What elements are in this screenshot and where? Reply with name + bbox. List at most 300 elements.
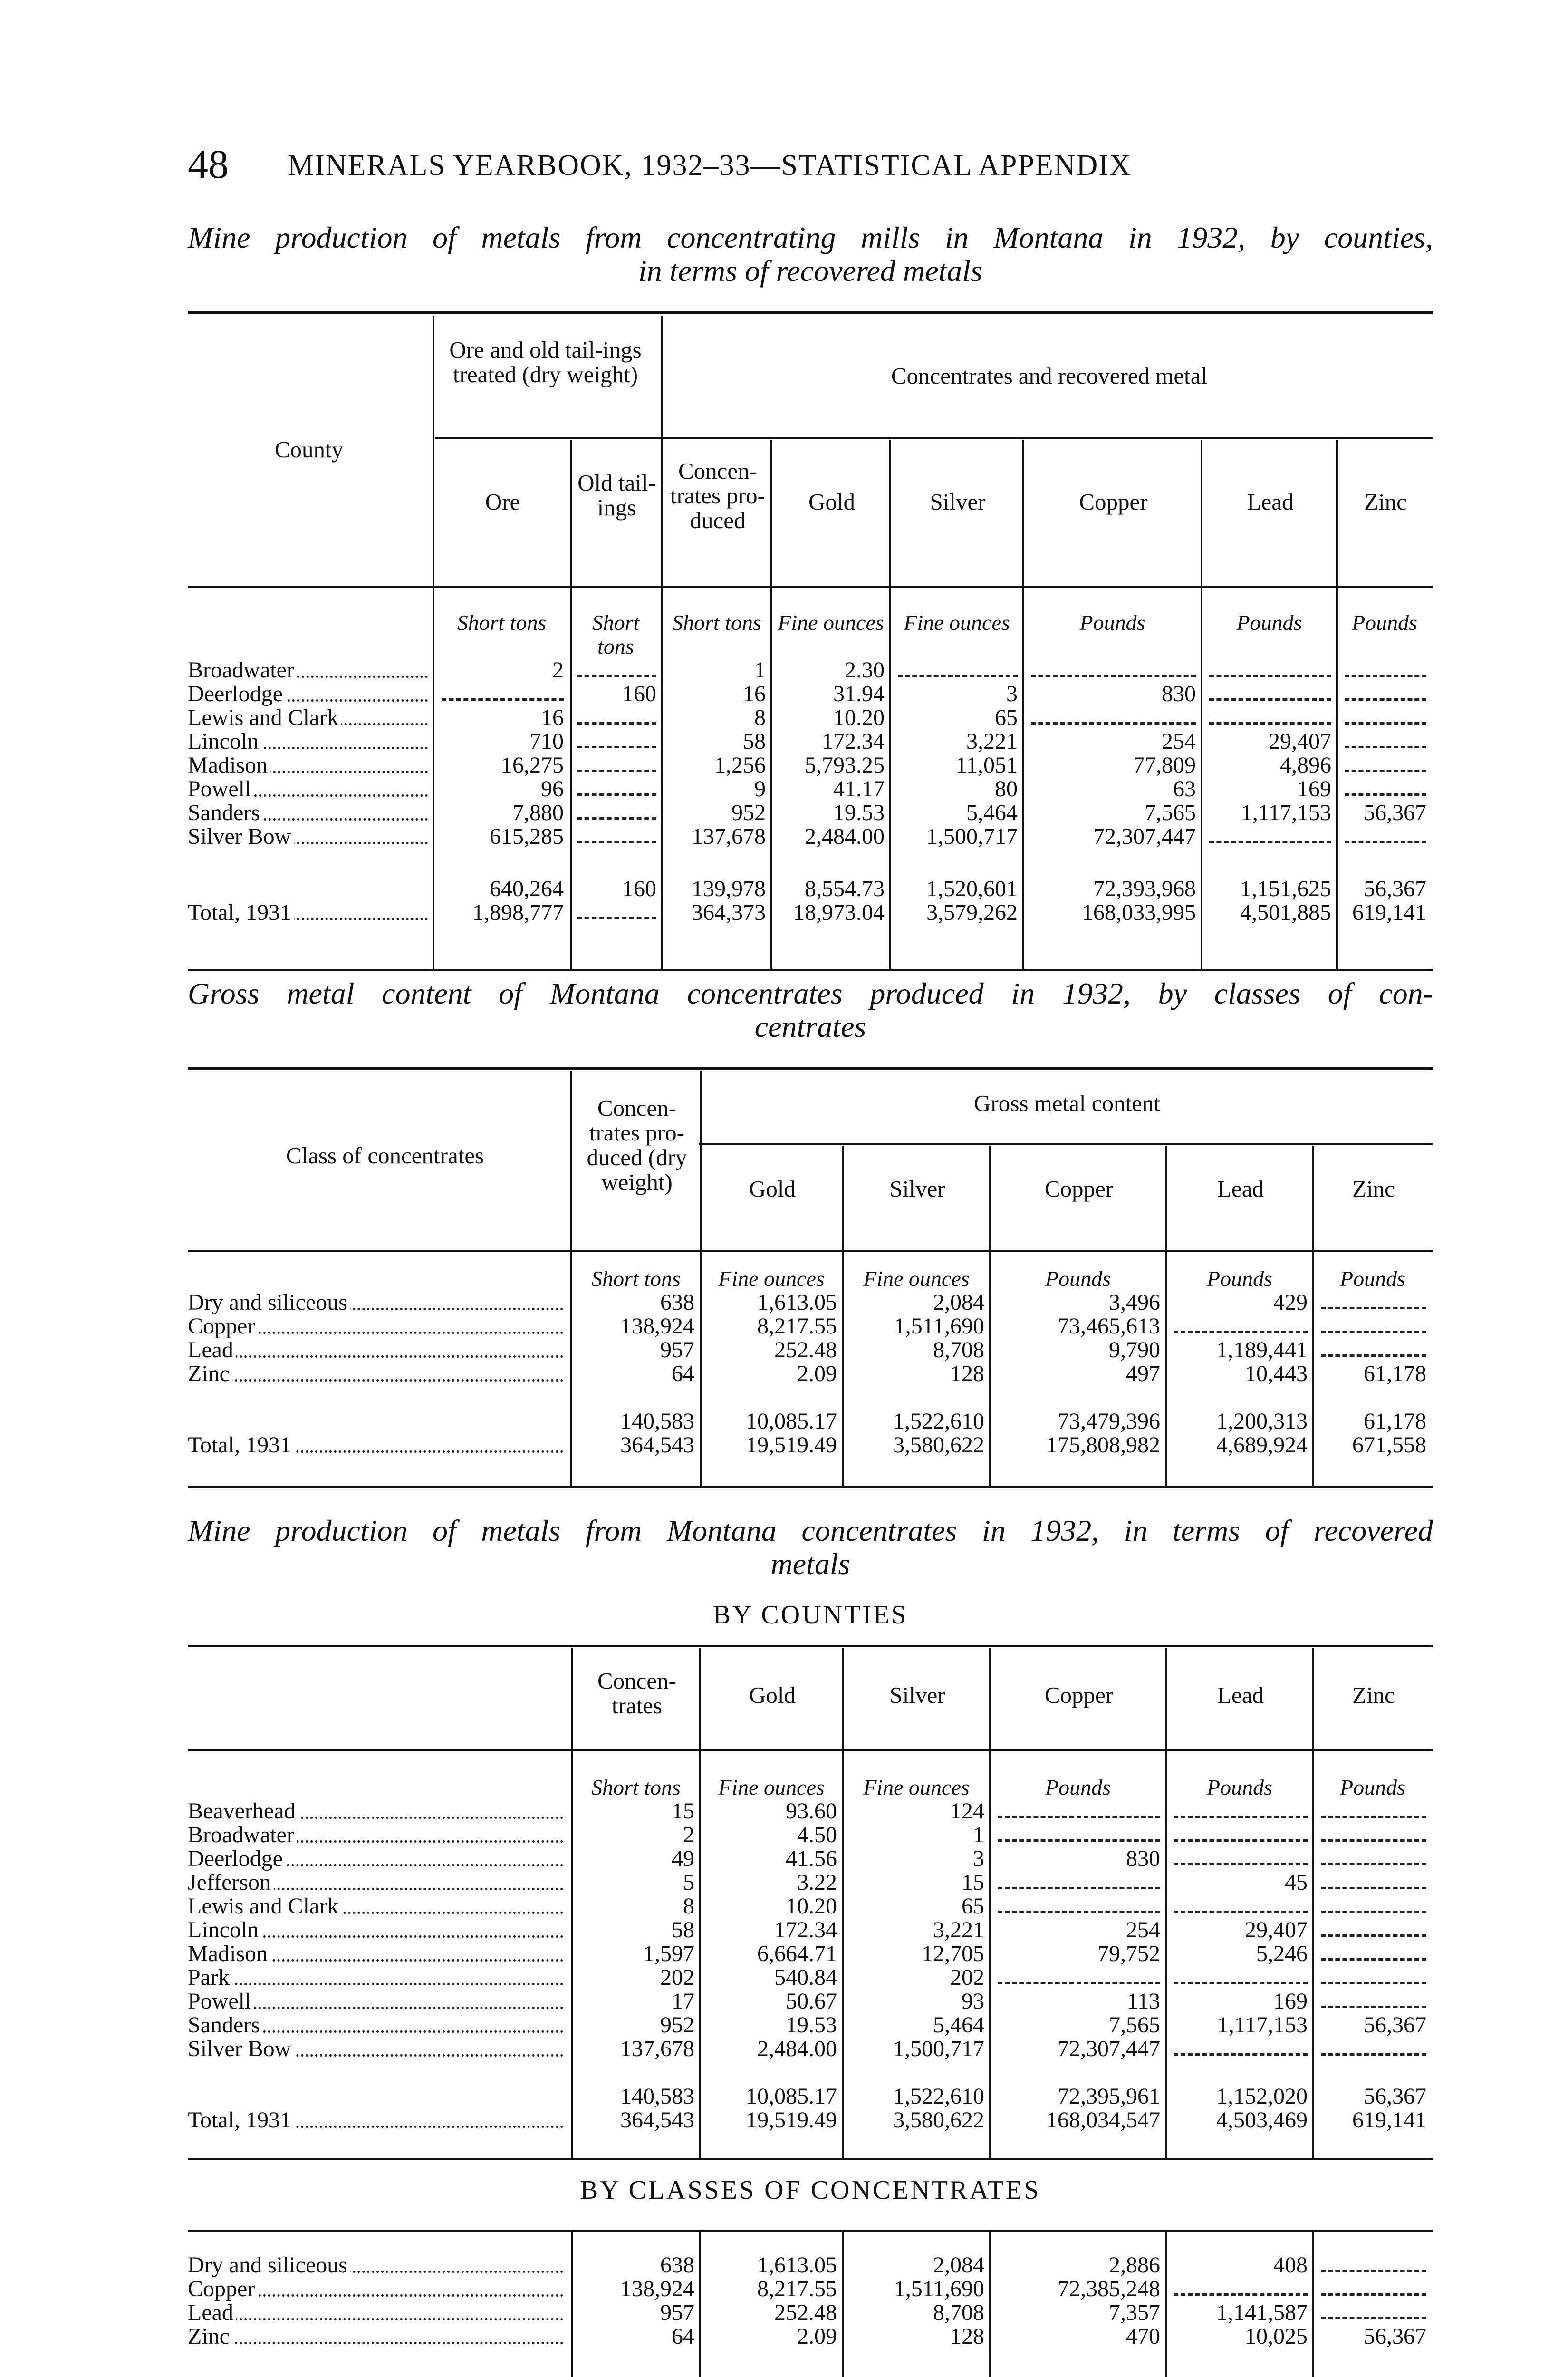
t2-total-cell: 10,085.17 — [746, 1409, 837, 1434]
t3-class-cell: 2.09 — [797, 2324, 837, 2349]
t1-col-header-6: Lead — [1247, 489, 1294, 515]
t2-col-header-3: Copper — [1044, 1176, 1114, 1202]
t3-cell: 172.34 — [774, 1917, 837, 1942]
t3-row-label — [188, 2013, 563, 2037]
t1-cell: 16 — [743, 681, 766, 706]
t2-unit-1: Fine ounces — [718, 1266, 825, 1291]
t2-cell: 138,924 — [620, 1314, 694, 1339]
t3-row-label-text: Lewis and Clark — [188, 1894, 341, 1918]
t2-unit-0: Short tons — [591, 1266, 681, 1291]
table2-top-rule — [188, 1067, 1433, 1070]
table2-header-class: Class of concentrates — [286, 1142, 484, 1169]
t1-unit-1: Short tons — [592, 610, 640, 658]
t3-vrule-3 — [989, 1648, 991, 2158]
t3-class-cell: 2,886 — [1109, 2252, 1160, 2278]
t3-total1931-cell: 168,034,547 — [1046, 2107, 1160, 2133]
t2-total1931-cell: 364,543 — [620, 1432, 694, 1458]
t3-cell-blank — [1321, 1934, 1426, 1937]
t1-cell-blank — [577, 675, 656, 677]
t3-cell-blank — [1174, 1816, 1308, 1818]
t2-row-label — [188, 1338, 563, 1362]
t1-cell: 56,367 — [1364, 800, 1426, 825]
t1-total-cell: 1,151,625 — [1240, 876, 1331, 901]
t1-cell-blank — [1345, 675, 1426, 677]
t3-cell: 58 — [672, 1917, 694, 1942]
t3-row-label — [188, 1894, 563, 1918]
t3-total1931-cell: 619,141 — [1352, 2107, 1426, 2133]
table3-title — [188, 1514, 1433, 1581]
t3-cell-blank — [1321, 2006, 1426, 2008]
t3-class-cell: 1,613.05 — [757, 2252, 837, 2278]
t3-class-row-label — [188, 2325, 563, 2348]
t1-cell: 4,896 — [1280, 753, 1331, 778]
t2-col-header-2: Silver — [889, 1176, 945, 1202]
t3-cell: 2 — [683, 1822, 694, 1847]
t2-total-cell: 1,200,313 — [1216, 1409, 1308, 1434]
t2-col-header-4: Lead — [1217, 1176, 1264, 1202]
t3-cell-blank — [1321, 1816, 1426, 1818]
t1-cell-blank — [577, 841, 656, 843]
t3-total-cell: 140,583 — [620, 2084, 694, 2109]
t3-class-cell-blank — [1321, 2270, 1426, 2272]
table1-header-rule — [188, 586, 1433, 588]
table1-header-county: County — [274, 436, 344, 463]
table2-header-rule — [188, 1250, 1433, 1252]
t3-cell: 1 — [973, 1822, 984, 1847]
t3-cell: 15 — [962, 1870, 984, 1895]
t1-cell-blank — [1031, 675, 1196, 677]
t3-row-label-text: Silver Bow — [188, 2037, 294, 2061]
t1-row-label-text: Sanders — [188, 801, 263, 825]
t1-total-cell: 8,554.73 — [805, 876, 885, 901]
t2-cell: 128 — [950, 1361, 984, 1386]
t1-cell-blank — [577, 793, 656, 796]
t1-cell: 19.53 — [833, 800, 885, 825]
t3-class-cell: 138,924 — [620, 2276, 694, 2301]
t3-cell: 202 — [660, 1965, 694, 1990]
t3-cell-blank — [998, 1911, 1160, 1913]
t1-cell: 3,221 — [966, 729, 1018, 754]
t1-cell: 96 — [541, 776, 564, 802]
t3-cell: 3,221 — [933, 1917, 984, 1942]
t3-total1931-cell: 3,580,622 — [893, 2107, 984, 2133]
t2-cell-blank — [1321, 1354, 1426, 1357]
t3-cell: 952 — [660, 2012, 694, 2038]
t3-cell: 7,565 — [1109, 2012, 1160, 2038]
t1-unit-5: Pounds — [1079, 610, 1145, 635]
t1-total1931-cell: 3,579,262 — [926, 900, 1018, 925]
t3-row-label — [188, 1847, 563, 1871]
t3-cell: 169 — [1273, 1989, 1308, 2014]
t1-total1931-cell: 4,501,885 — [1240, 900, 1331, 925]
t3-row-label-text: Sanders — [188, 2013, 263, 2037]
t2-cell: 252.48 — [774, 1337, 837, 1362]
t1-total1931-cell: 619,141 — [1352, 900, 1426, 925]
t1-cell: 2.30 — [845, 657, 885, 683]
t2-row-label-text: Copper — [188, 1314, 258, 1338]
t2-cell: 638 — [660, 1290, 694, 1315]
t3-cell: 65 — [962, 1894, 984, 1919]
t2-col-header-0: Concen-trates pro-duced (dry weight) — [587, 1095, 687, 1195]
t3-cell: 5,464 — [933, 2012, 984, 2038]
t1-row-label-text: Broadwater — [188, 658, 297, 682]
t1-cell: 10.20 — [833, 705, 885, 730]
t1-cell-blank — [1345, 722, 1426, 725]
t1-cell: 952 — [731, 800, 766, 825]
t3-class-row-label — [188, 2301, 563, 2325]
t2-total1931-cell: 4,689,924 — [1216, 1432, 1308, 1458]
t2-total-cell: 1,522,610 — [893, 1409, 984, 1434]
t1-col-header-5: Copper — [1079, 489, 1148, 515]
t1-cell-blank — [1209, 841, 1331, 843]
running-head — [188, 140, 1385, 193]
t1-cell: 72,307,447 — [1093, 824, 1196, 849]
t2-vrule-0 — [570, 1071, 572, 1486]
t1-total1931-cell: 18,973.04 — [793, 900, 885, 925]
t1-cell: 254 — [1162, 729, 1196, 754]
table3-by-classes: BY CLASSES OF CONCENTRATES — [580, 2175, 1041, 2205]
table3-mid-rule — [188, 2158, 1433, 2160]
t2-cell: 73,465,613 — [1058, 1314, 1160, 1339]
t3-cell: 15 — [672, 1798, 694, 1824]
t1-cell: 77,809 — [1133, 753, 1196, 778]
t1-col-header-7: Zinc — [1364, 489, 1407, 515]
t2-row-label-text: Lead — [188, 1338, 236, 1362]
t3-class-cell: 1,141,587 — [1216, 2300, 1308, 2325]
t3-class-row-label-text: Copper — [188, 2277, 258, 2301]
t3-class-row-label-text: Lead — [188, 2301, 236, 2325]
t2-unit-4: Pounds — [1207, 1266, 1272, 1291]
t2-cell: 2.09 — [797, 1361, 837, 1386]
t1-cell: 169 — [1297, 776, 1331, 802]
t3-class-cell-blank — [1174, 2293, 1308, 2296]
t1-cell: 7,565 — [1145, 800, 1196, 825]
t3-cell-blank — [1321, 1887, 1426, 1889]
t1-cell: 830 — [1162, 681, 1196, 706]
t1-cell: 1,500,717 — [926, 824, 1018, 849]
t1-row-label-text: Lewis and Clark — [188, 706, 341, 730]
t2-row-label — [188, 1291, 563, 1314]
t1-cell: 31.94 — [833, 681, 885, 706]
t3-cell: 254 — [1126, 1917, 1160, 1942]
t1-total-cell: 1,520,601 — [926, 876, 1018, 901]
t3-row-label-text: Jefferson — [188, 1871, 274, 1894]
t2-cell: 9,790 — [1109, 1337, 1160, 1362]
t3-col-header-1: Gold — [749, 1682, 796, 1708]
t3-total1931-cell: 19,519.49 — [746, 2107, 837, 2133]
t3-row-label — [188, 1799, 563, 1823]
t2-cell-blank — [1174, 1331, 1308, 1333]
t3-unit-2: Fine ounces — [863, 1775, 970, 1799]
t3-unit-4: Pounds — [1207, 1775, 1272, 1799]
t2-total-cell: 140,583 — [620, 1409, 694, 1434]
t3-row-label-text: Deerlodge — [188, 1847, 286, 1871]
t3-cell-blank — [998, 1887, 1160, 1889]
t3-col-header-4: Lead — [1217, 1682, 1264, 1708]
table2-title-line1: Gross metal content of Montana concentrates produced in 1932, by classes of con- — [188, 976, 1433, 1010]
t1-cell: 58 — [743, 729, 766, 754]
t3-total1931-cell: 364,543 — [620, 2107, 694, 2133]
t3-class-cell: 252.48 — [774, 2300, 837, 2325]
t1-cell-blank — [577, 770, 656, 772]
t3-cell-blank — [998, 1816, 1160, 1818]
t1-cell: 16 — [541, 705, 564, 730]
t1-row-label — [188, 754, 428, 777]
t3-cell-blank — [998, 1982, 1160, 1984]
t3-total-cell: 1,152,020 — [1216, 2084, 1308, 2109]
table3-header-rule — [188, 1749, 1433, 1751]
t3-class-cell: 72,385,248 — [1058, 2276, 1160, 2301]
table2-title — [188, 977, 1433, 1044]
t1-row-label — [188, 801, 428, 825]
t3-unit-1: Fine ounces — [718, 1775, 825, 1799]
t3-class-cell: 64 — [672, 2324, 694, 2349]
t1-row-label-text: Powell — [188, 777, 254, 801]
t1-col-header-4: Silver — [930, 489, 986, 515]
t1-cell: 65 — [995, 705, 1018, 730]
t1-unit-0: Short tons — [457, 610, 547, 635]
t1-total1931-cell: 168,033,995 — [1082, 900, 1196, 925]
t1-cell-blank — [577, 746, 656, 748]
t3-cell-blank — [1321, 1958, 1426, 1961]
table3-top-rule — [188, 1645, 1433, 1647]
t3-cell: 5 — [683, 1870, 694, 1895]
table2-title-line2: centrates — [754, 1010, 866, 1044]
t1-cell: 1 — [754, 657, 766, 683]
t2-cell: 10,443 — [1245, 1361, 1308, 1386]
t1-cell-blank — [1209, 722, 1331, 725]
t1-row-label — [188, 658, 428, 682]
t3-cell-blank — [1321, 2053, 1426, 2056]
t1-cell: 2,484.00 — [805, 824, 885, 849]
t3-row-label — [188, 1966, 563, 1990]
t3-total-cell: 1,522,610 — [893, 2084, 984, 2109]
t1-cell: 63 — [1173, 776, 1196, 802]
t1-cell-blank — [577, 722, 656, 725]
t3-row-label-text: Lincoln — [188, 1918, 261, 1942]
t3-class-cell: 56,367 — [1364, 2324, 1426, 2349]
table1-bottom-rule — [188, 969, 1433, 971]
t3-cell: 29,407 — [1245, 1917, 1308, 1942]
t1-row-label — [188, 706, 428, 730]
t2-unit-2: Fine ounces — [863, 1266, 970, 1291]
t3-class-cell: 10,025 — [1245, 2324, 1308, 2349]
t3-cell: 8 — [683, 1894, 694, 1919]
t3-cell-blank — [1321, 1982, 1426, 1984]
t3-class-cell-blank — [1321, 2293, 1426, 2296]
t3-cell: 5,246 — [1256, 1941, 1308, 1966]
t1-cell: 9 — [754, 776, 766, 802]
t2-cell: 61,178 — [1364, 1361, 1426, 1386]
t3-cell-blank — [1321, 1911, 1426, 1913]
t3-cell-blank — [1174, 1911, 1308, 1913]
t3-vrule-4 — [1165, 1648, 1167, 2158]
t2-cell: 3,496 — [1109, 1290, 1160, 1315]
t1-cell: 615,285 — [490, 824, 564, 849]
t1-cell: 160 — [622, 681, 656, 706]
t2-cell: 1,511,690 — [894, 1314, 984, 1339]
t3-class-cell: 8,217.55 — [757, 2276, 837, 2301]
t3-total-cell: 72,395,961 — [1058, 2084, 1160, 2109]
t3-vrule-5 — [1312, 1648, 1314, 2158]
t1-total-cell: 160 — [622, 876, 656, 901]
t1-total-cell: 72,393,968 — [1093, 876, 1196, 901]
t1-total1931-cell-blank — [577, 917, 656, 919]
t3-row-label-text: Madison — [188, 1942, 270, 1966]
t3-cell: 50.67 — [786, 1989, 837, 2014]
t3-class-cell: 128 — [950, 2324, 984, 2349]
t3-cell: 79,752 — [1097, 1941, 1160, 1966]
t3-cell: 1,597 — [643, 1941, 694, 1966]
t1-cell-blank — [1345, 698, 1426, 701]
table1-header-conc-group: Concentrates and recovered metal — [891, 363, 1208, 389]
t3-class-row-label — [188, 2277, 563, 2301]
t3-col-header-3: Copper — [1044, 1682, 1114, 1708]
t1-cell: 172.34 — [822, 729, 885, 754]
t3-cell: 72,307,447 — [1058, 2036, 1160, 2061]
t3-col-header-5: Zinc — [1352, 1682, 1395, 1708]
t2-cell: 429 — [1273, 1290, 1308, 1315]
t3-cell-blank — [998, 1839, 1160, 1842]
t2-unit-3: Pounds — [1045, 1266, 1111, 1291]
t3-cell: 1,500,717 — [893, 2036, 984, 2061]
t3-cell-blank — [1174, 2053, 1308, 2056]
t3-cell: 4.50 — [797, 1822, 837, 1847]
t3-class-cell: 8,708 — [933, 2300, 984, 2325]
t3-total1931-label — [188, 2108, 563, 2132]
t2-cell: 957 — [660, 1337, 694, 1362]
t3-class-cell: 1,511,690 — [894, 2276, 984, 2301]
t3-row-label — [188, 1990, 563, 2013]
t2-col-header-1: Gold — [749, 1176, 796, 1202]
t3-cell-blank — [1321, 1863, 1426, 1865]
t1-cell: 1,117,153 — [1241, 800, 1331, 825]
t1-row-label — [188, 825, 428, 849]
t3-cell: 17 — [672, 1989, 694, 2014]
t2-total1931-label — [188, 1433, 563, 1457]
t3-cell: 113 — [1126, 1989, 1160, 2014]
table3-title-line1: Mine production of metals from Montana concentrates in 1932, in terms of recovered — [188, 1514, 1433, 1547]
t1-cell-blank — [1345, 841, 1426, 843]
t1-cell-blank — [1345, 793, 1426, 796]
t3-cell-blank — [1174, 1863, 1308, 1865]
t3-class-vrule-5 — [1312, 2232, 1314, 2377]
t1-cell: 16,275 — [501, 753, 564, 778]
t2-cell-blank — [1321, 1331, 1426, 1333]
t3-cell: 830 — [1126, 1846, 1160, 1871]
t2-total1931-cell: 175,808,982 — [1046, 1432, 1160, 1458]
t3-class-cell: 470 — [1126, 2324, 1160, 2349]
t2-total1931-cell: 3,580,622 — [893, 1432, 984, 1458]
t3-cell-blank — [1174, 1839, 1308, 1842]
t3-cell: 202 — [950, 1965, 984, 1990]
t3-cell: 49 — [672, 1846, 694, 1871]
t2-total-cell: 73,479,396 — [1058, 1409, 1160, 1434]
t3-class-cell-blank — [1321, 2317, 1426, 2319]
t2-total-cell: 61,178 — [1364, 1409, 1426, 1434]
t3-col-header-2: Silver — [889, 1682, 945, 1708]
t2-cell: 8,217.55 — [757, 1314, 837, 1339]
t3-row-label — [188, 2037, 563, 2061]
t3-row-label-text: Park — [188, 1966, 232, 1990]
t1-cell-blank — [1209, 675, 1331, 677]
t2-cell: 497 — [1126, 1361, 1160, 1386]
t1-cell: 11,051 — [955, 753, 1018, 778]
t3-row-label — [188, 1942, 563, 1966]
t1-col-header-3: Gold — [808, 489, 855, 515]
page-number: 48 — [188, 141, 229, 187]
t3-total1931-cell: 4,503,469 — [1216, 2107, 1308, 2133]
table1-ore-group-rule — [435, 437, 663, 439]
t1-cell-blank — [1345, 746, 1426, 748]
t3-cell: 12,705 — [922, 1941, 984, 1966]
table3-classes-rule — [188, 2230, 1433, 2232]
t1-cell: 3 — [1006, 681, 1018, 706]
t3-cell: 3.22 — [797, 1870, 837, 1895]
t2-total1931-cell: 19,519.49 — [746, 1432, 837, 1458]
t1-cell-blank — [577, 817, 656, 820]
t3-row-label — [188, 1871, 563, 1894]
t3-class-cell: 7,357 — [1109, 2300, 1160, 2325]
t2-total1931-cell: 671,558 — [1352, 1432, 1426, 1458]
t1-col-header-1: Old tail-ings — [577, 470, 656, 521]
t3-cell: 124 — [950, 1798, 984, 1824]
t3-class-cell: 2,084 — [933, 2252, 984, 2278]
t1-total-cell: 139,978 — [692, 876, 766, 901]
t1-row-label — [188, 777, 428, 801]
table1-top-rule — [188, 311, 1433, 314]
table3-by-counties: BY COUNTIES — [712, 1600, 908, 1630]
t3-cell: 19.53 — [786, 2012, 837, 2038]
t1-cell: 2 — [552, 657, 564, 683]
table1-title-line1: Mine production of metals from concentrating mills in Montana in 1932, by counties, — [188, 221, 1433, 254]
t1-total-cell: 640,264 — [490, 876, 564, 901]
t3-total-cell: 56,367 — [1364, 2084, 1426, 2109]
t2-row-label-text: Zinc — [188, 1362, 232, 1386]
t3-class-row-label-text: Zinc — [188, 2325, 232, 2348]
t3-row-label-text: Beaverhead — [188, 1799, 298, 1823]
t1-cell: 29,407 — [1269, 729, 1331, 754]
t3-cell: 10.20 — [786, 1894, 837, 1919]
table1-header-ore-group: Ore and old tail-ings treated (dry weight) — [449, 337, 642, 387]
t1-total1931-cell: 1,898,777 — [472, 900, 564, 925]
t1-cell: 7,880 — [512, 800, 564, 825]
t1-cell: 5,464 — [966, 800, 1018, 825]
t3-row-label-text: Broadwater — [188, 1823, 297, 1847]
t1-cell: 80 — [995, 776, 1018, 802]
t3-cell: 540.84 — [774, 1965, 837, 1990]
t1-col-header-0: Ore — [485, 489, 520, 515]
t1-total-cell: 56,367 — [1364, 876, 1426, 901]
t2-cell: 64 — [672, 1361, 694, 1386]
t3-row-label — [188, 1918, 563, 1942]
t2-cell-blank — [1321, 1307, 1426, 1309]
t3-class-cell: 638 — [660, 2252, 694, 2278]
t1-total1931-label-text: Total, 1931 — [188, 901, 294, 925]
t3-class-row-label-text: Dry and siliceous — [188, 2253, 350, 2277]
t2-cell: 1,189,441 — [1216, 1337, 1308, 1362]
t3-class-row-label — [188, 2253, 563, 2277]
t1-row-label — [188, 730, 428, 754]
t3-row-label-text: Powell — [188, 1990, 254, 2013]
t3-cell-blank — [1321, 1839, 1426, 1842]
t2-row-label — [188, 1314, 563, 1338]
t3-cell: 41.56 — [786, 1846, 837, 1871]
t3-class-cell: 408 — [1273, 2252, 1308, 2278]
t3-cell: 3 — [973, 1846, 984, 1871]
t1-cell-blank — [1209, 698, 1331, 701]
t3-cell: 93.60 — [786, 1798, 837, 1824]
